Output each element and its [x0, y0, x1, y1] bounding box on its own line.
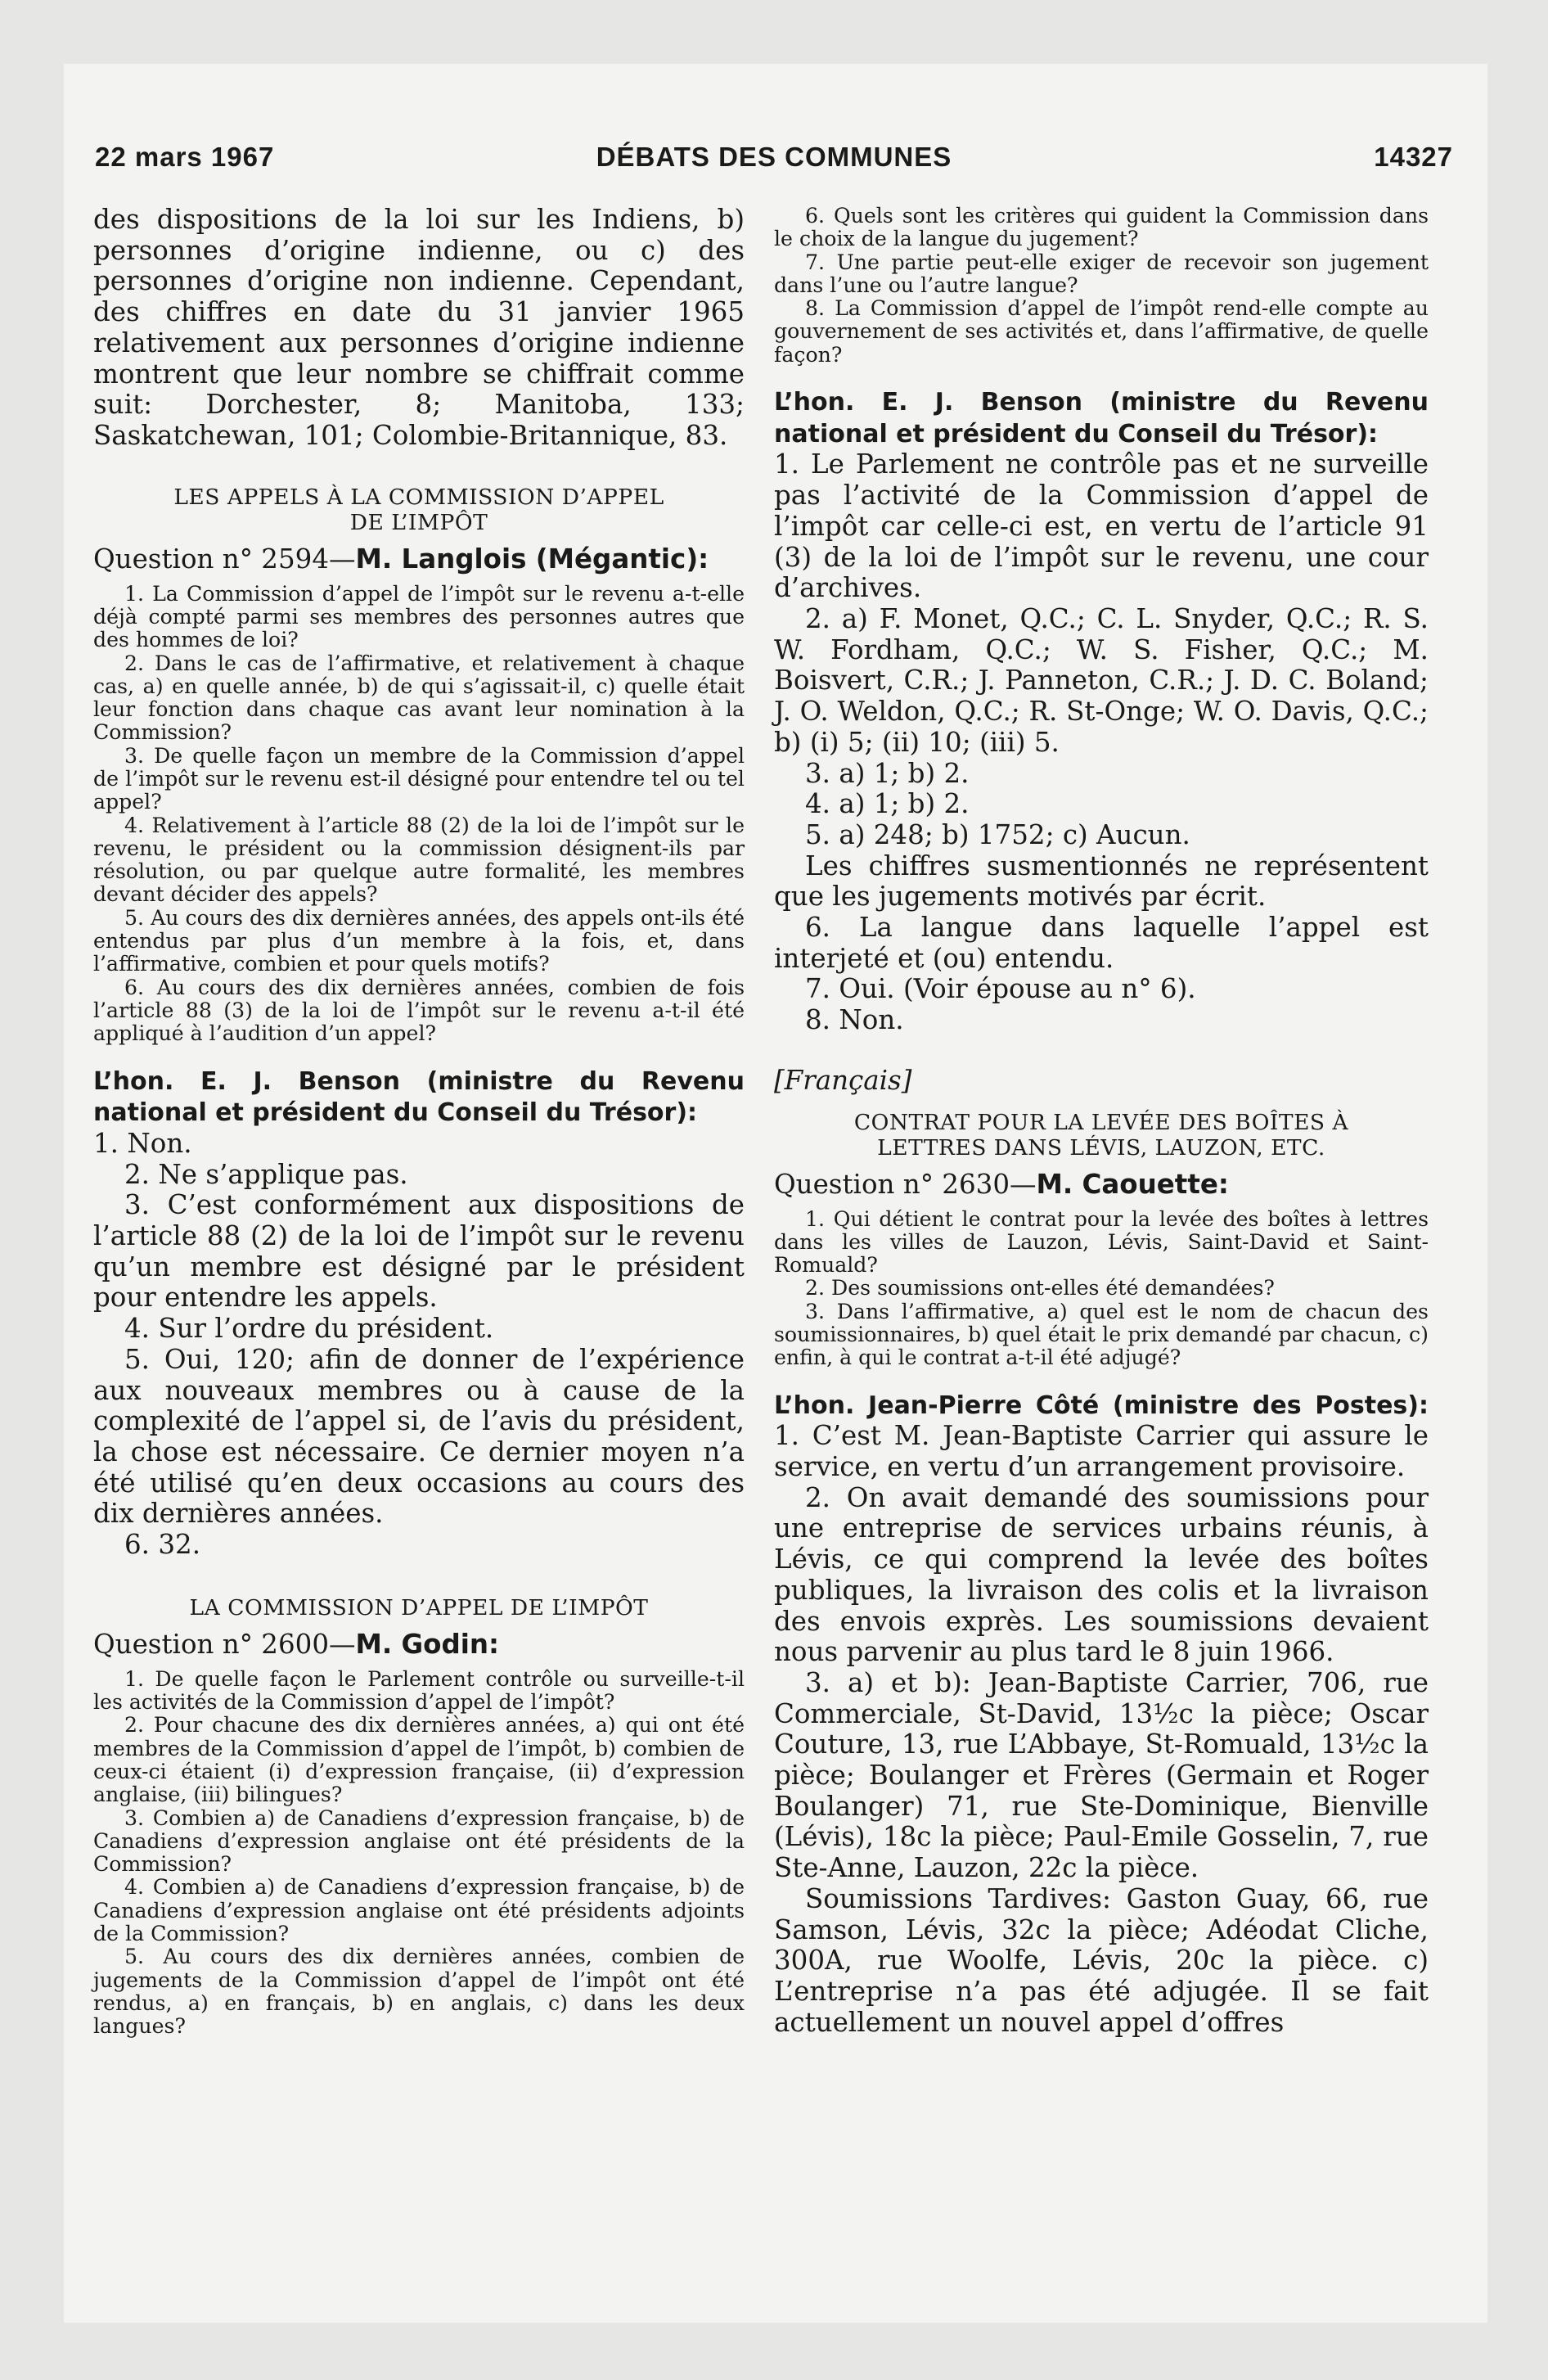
speaker-name: L’hon. E. J. Benson (ministre du Revenu national et président du Conseil du Trésor):: [93, 1066, 745, 1128]
answer-item: 7. Oui. (Voir épouse au n° 6).: [805, 973, 1196, 1005]
question-item: 1. La Commission d’appel de l’impôt sur le revenu a-t-elle déjà compté parmi ses membres des personnes autres que des hommes de loi?: [93, 581, 745, 652]
answer-first: 1. C’est M. Jean-Baptiste Carrier qui assure le service, en vertu d’un arrangement provisoire.: [774, 1420, 1429, 1483]
answer-item: 4. Sur l’ordre du président.: [124, 1313, 494, 1345]
heading-line: LES APPELS À LA COMMISSION D’APPEL: [173, 484, 664, 510]
answer-item: 8. Non.: [805, 1004, 904, 1036]
question-item: 3. De quelle façon un membre de la Commission d’appel de l’impôt sur le revenu est-il désigné pour entendre tel ou tel appel?: [93, 743, 745, 814]
question-line: [93, 543, 745, 575]
question-item: 4. Relativement à l’article 88 (2) de la loi de l’impôt sur le revenu, le président ou la commission désignent-ils par résolution, ou par quelque autre formalité, les membres devant décider des appels?: [93, 813, 745, 907]
page-header: [95, 142, 1453, 183]
answer-item: 2. a) F. Monet, Q.C.; C. L. Snyder, Q.C.; R. S. W. Fordham, Q.C.; W. S. Fisher, Q.C.; M. Boisvert, C.R.; J. Panneton, C.R.; J. D. C. Boland; J. O. Weldon, Q.C.; R. St-Onge; W. O. Davis, Q.C.; b) (i) 5; (ii) 10; (iii) 5.: [774, 603, 1429, 758]
speaker-name: L’hon. E. J. Benson (ministre du Revenu national et président du Conseil du Trésor):: [774, 388, 1429, 449]
answer-item: 4. a) 1; b) 2.: [805, 788, 970, 820]
answer-list: [774, 449, 1429, 1035]
question-member: M. Godin:: [355, 1628, 500, 1660]
question-item: 6. Au cours des dix dernières années, combien de fois l’article 88 (3) de la loi de l’impôt sur le revenu a-t-il été appliqué à l’audition d’un appel?: [93, 975, 745, 1046]
question-list: [774, 1208, 1429, 1370]
heading-line: LETTRES DANS LÉVIS, LAUZON, ETC.: [877, 1134, 1325, 1161]
answer-item: 6. La langue dans laquelle l’appel est interjeté et (ou) entendu.: [774, 912, 1429, 974]
question-item: 2. Pour chacune des dix dernières années, a) qui ont été membres de la Commission d’appel de l’impôt, b) combien de ceux-ci étaient (i) d’expression française, (ii) d’expression anglaise, (iii) bilingues?: [93, 1713, 745, 1807]
answer-item: 1. Le Parlement ne contrôle pas et ne surveille pas l’activité de la Commission d’appel de l’impôt car celle-ci est, en vertu de l’article 91 (3) de la loi de l’impôt sur le revenu, une cour d’archives.: [774, 449, 1429, 604]
answer-item: Les chiffres susmentionnés ne représentent que les jugements motivés par écrit.: [774, 850, 1429, 913]
document-page: [64, 64, 1487, 2323]
answer-item: 5. Oui, 120; afin de donner de l’expérience aux nouveaux membres ou à cause de la complexité de l’appel si, de l’avis du président, la chose est nécessaire. Ce dernier moyen n’a été utilisé qu’en deux occasions au cours des dix dernières années.: [93, 1343, 745, 1530]
question-member: M. Caouette:: [1036, 1168, 1229, 1200]
header-page-number: 14327: [1374, 142, 1453, 172]
question-item: 5. Au cours des dix dernières années, combien de jugements de la Commission d’appel de l’impôt ont été rendus, a) en français, b) en anglais, c) dans les deux langues?: [93, 1945, 745, 2039]
question-item: 7. Une partie peut-elle exiger de recevoir son jugement dans l’une ou l’autre langue?: [774, 250, 1429, 297]
question-item: 3. Combien a) de Canadiens d’expression française, b) de Canadiens d’expression anglaise ont été présidents de la Commission?: [93, 1805, 745, 1877]
question-item: 8. La Commission d’appel de l’impôt rend-elle compte au gouvernement de ses activités et, dans l’affirmative, de quelle façon?: [774, 296, 1429, 367]
answer-item: 3. a) et b): Jean-Baptiste Carrier, 706, rue Commerciale, St-David, 13½c la pièce; Oscar Couture, 13, rue L’Abbaye, St-Romuald, 13½c la pièce; Boulanger et Frères (Germain et Roger Boulanger) 71, rue Ste-Dominique, Bienville (Lévis), 18c la pièce; Paul-Emile Gosselin, 7, rue Ste-Anne, Lauzon, 22c la pièce.: [774, 1666, 1429, 1884]
intro-paragraph: des dispositions de la loi sur les Indiens, b) personnes d’origine indienne, ou c) des personnes d’origine non indienne. Cependant, des chiffres en date du 31 janvier 1965 relativement aux personnes d’origine indienne montrent que leur nombre se chiffrait comme suit: Dorchester, 8; Manitoba, 133; Saskatchewan, 101; Colombie-Britannique, 83.: [93, 204, 745, 451]
question-item: 1. De quelle façon le Parlement contrôle ou surveille-t-il les activités de la Commission d’appel de l’impôt?: [93, 1666, 745, 1715]
question-list: [93, 1668, 745, 2039]
language-tag: [774, 1066, 1429, 1097]
question-line: [93, 1629, 745, 1660]
question-item: 2. Des soumissions ont-elles été demandées?: [805, 1276, 1275, 1300]
answer-list: [93, 1129, 745, 1561]
section-heading-commission: LA COMMISSION D’APPEL DE L’IMPÔT: [189, 1594, 649, 1620]
question-line: [774, 1169, 1429, 1200]
heading-line: CONTRAT POUR LA LEVÉE DES BOÎTES À: [853, 1109, 1349, 1135]
question-list: [93, 583, 745, 1046]
question-list: [774, 205, 1429, 367]
answer-item: 1. Non.: [93, 1127, 192, 1159]
answer-item: 6. 32.: [124, 1529, 201, 1561]
question-item: 6. Quels sont les critères qui guident la Commission dans le choix de la langue du jugement?: [774, 204, 1429, 251]
answer-item: 3. a) 1; b) 2.: [805, 757, 970, 789]
language-tag-text: [Français]: [774, 1064, 912, 1096]
left-column: [93, 205, 745, 2039]
header-title: DÉBATS DES COMMUNES: [596, 142, 952, 172]
question-item: 5. Au cours des dix dernières années, des appels ont-ils été entendus par plus d’un membre à la fois, et, dans l’affirmative, combien et pour quels motifs?: [93, 905, 745, 976]
answer-item: 2. Ne s’applique pas.: [124, 1158, 408, 1190]
question-item: 4. Combien a) de Canadiens d’expression française, b) de Canadiens d’expression anglaise ont été présidents adjoints de la Commission?: [93, 1875, 745, 1946]
question-item: 1. Qui détient le contrat pour la levée des boîtes à lettres dans les villes de Lauzon, Lévis, Saint-David et Saint-Romuald?: [774, 1206, 1429, 1278]
speaker-line: [774, 386, 1429, 449]
answer-item: Soumissions Tardives: Gaston Guay, 66, rue Samson, Lévis, 32c la pièce; Adéodat Cliche, 300A, rue Woolfe, Lévis, 20c la pièce. c) L’entreprise n’a pas été adjugée. Il se fait actuellement un nouvel appel d’offres: [774, 1882, 1429, 2038]
question-item: 2. Dans le cas de l’affirmative, et relativement à chaque cas, a) en quelle année, b) de qui s’agissait-il, c) quelle était leur fonction dans chaque cas avant leur nomination à la Commission?: [93, 651, 745, 745]
question-member: M. Langlois (Mégantic):: [355, 543, 709, 575]
question-item: 3. Dans l’affirmative, a) quel est le nom de chacun des soumissionnaires, b) quel était le prix demandé par chacun, c) enfin, à qui le contrat a-t-il été adjugé?: [774, 1299, 1429, 1370]
section-heading-contrat: [774, 1110, 1429, 1161]
question-prefix: Question n° 2630—: [774, 1168, 1037, 1200]
answer-item: 3. C’est conformément aux dispositions de l’article 88 (2) de la loi de l’impôt sur le revenu qu’un membre est désigné par le président pour entendre les appels.: [93, 1189, 745, 1314]
answer-item: 5. a) 248; b) 1752; c) Aucun.: [805, 818, 1190, 850]
header-date: 22 mars 1967: [95, 142, 275, 172]
speaker-name: L’hon. Jean-Pierre Côté (ministre des Postes):: [774, 1391, 1429, 1420]
answer-list: [774, 1483, 1429, 2039]
speaker-answer-line: [774, 1390, 1429, 1483]
speaker-line: [93, 1066, 745, 1129]
heading-line: DE L’IMPÔT: [349, 509, 488, 535]
section-heading-appels: [93, 485, 745, 535]
right-column: [774, 205, 1429, 2038]
question-prefix: Question n° 2600—: [93, 1628, 356, 1660]
answer-item: 2. On avait demandé des soumissions pour une entreprise de services urbains réunis, à Lévis, ce qui comprend la levée des boîtes publiques, la livraison des colis et la livraison des envois exprès. Les soumissions devaient nous parvenir au plus tard le 8 juin 1966.: [774, 1481, 1429, 1668]
question-prefix: Question n° 2594—: [93, 543, 356, 575]
